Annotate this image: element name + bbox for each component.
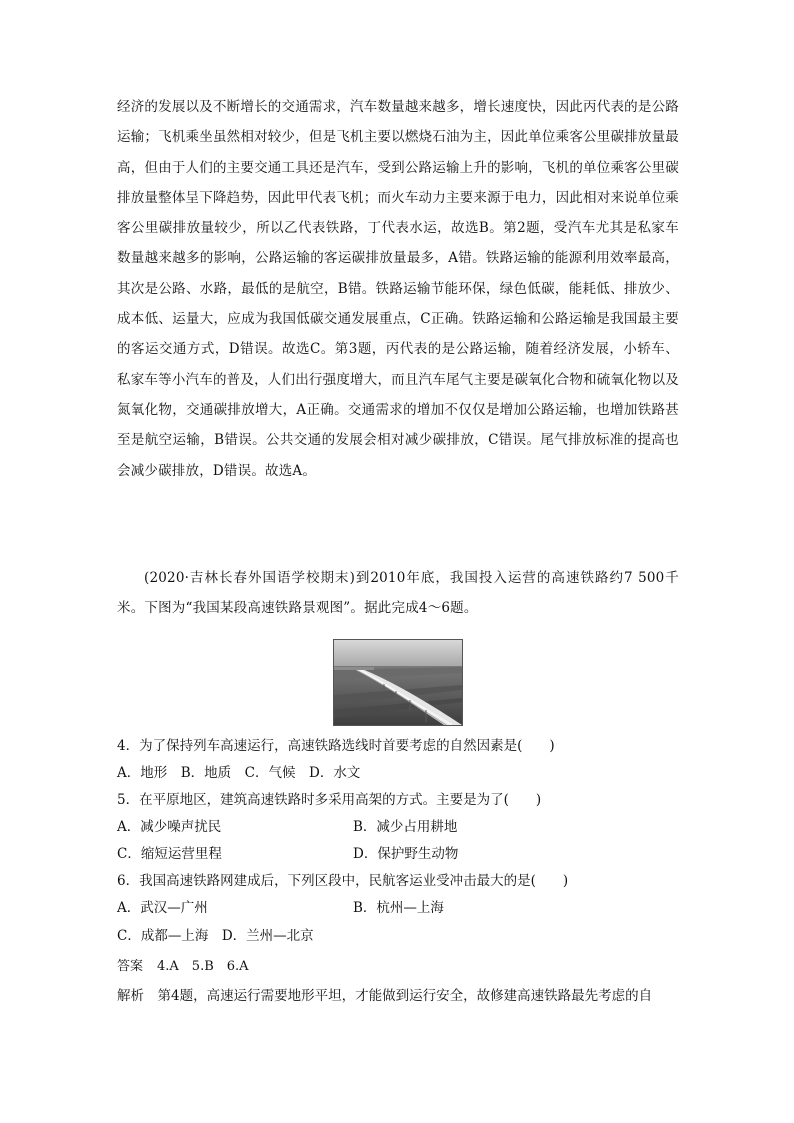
question-4: 4．为了保持列车高速运行，高速铁路选线时首要考虑的自然因素是( ) [117, 738, 555, 754]
question-4-options: A．地形 B．地质 C．气候 D．水文 [117, 765, 361, 781]
question-5-option-a: A．减少噪声扰民 [117, 819, 222, 835]
question-6: 6．我国高速铁路网建成后，下列区段中，民航客运业受冲击最大的是( ) [117, 873, 569, 889]
question-6-option-b: B．杭州—上海 [353, 900, 444, 916]
explanation-label: 解析 [117, 988, 144, 1004]
question-5-option-b: B．减少占用耕地 [353, 819, 458, 835]
answer-value: 4.A 5.B 6.A [157, 959, 249, 974]
explanation-line [117, 986, 679, 1006]
question-intro-paragraph: (2020·吉林长春外国语学校期末)到2010年底，我国投入运营的高速铁路约7 500千米。下图为“我国某段高速铁路景观图”。据此完成4～6题。 [117, 570, 679, 616]
answer-label: 答案 [117, 959, 144, 974]
answer-line [117, 955, 249, 974]
question-6-option-a: A．武汉—广州 [117, 900, 208, 916]
question-5: 5．在平原地区，建筑高速铁路时多采用高架的方式。主要是为了( ) [117, 792, 542, 808]
question-6-options-c-d: C．成都—上海 D．兰州—北京 [117, 928, 314, 944]
explanation-text: 第4题，高速运行需要地形平坦，才能做到运行安全，故修建高速铁路最先考虑的自 [157, 988, 653, 1004]
question-5-option-d: D．保护野生动物 [353, 846, 459, 862]
question-5-option-c: C．缩短运营里程 [117, 846, 222, 862]
explanation-paragraph-1: 经济的发展以及不断增长的交通需求，汽车数量越来越多，增长速度快，因此丙代表的是公路运输；飞机乘坐虽然相对较少，但是飞机主要以燃烧石油为主，因此单位乘客公里碳排放量最高，但由于人们的主要交通工具还是汽车，受到公路运输上升的影响，飞机的单位乘客公里碳排放量整体呈下降趋势，因此甲代表飞机；而火车动力主要来源于电力，因此相对来说单位乘客公里碳排放量较少，所以乙代表铁路，丁代表水运，故选B。第2题，受汽车尤其是私家车数量越来越多的影响，公路运输的客运碳排放量最多，A错。铁路运输的能源利用效率最高，其次是公路、水路，最低的是航空，B错。铁路运输节能环保，绿色低碳，能耗低、排放少、成本低、运量大，应成为我国低碳交通发展重点，C正确。铁路运输和公路运输是我国最主要的客运交通方式，D错误。故选C。第3题，丙代表的是公路运输，随着经济发展，小轿车、私家车等小汽车的普及，人们出行强度增大，而且汽车尾气主要是碳氧化合物和硫氧化物以及氮氧化物，交通碳排放增大，A正确。交通需求的增加不仅仅是增加公路运输，也增加铁路甚至是航空运输，B错误。公共交通的发展会相对减少碳排放，C错误。尾气排放标准的提高也会减少碳排放，D错误。故选A。 [117, 99, 679, 479]
high-speed-railway-photo [333, 639, 463, 726]
